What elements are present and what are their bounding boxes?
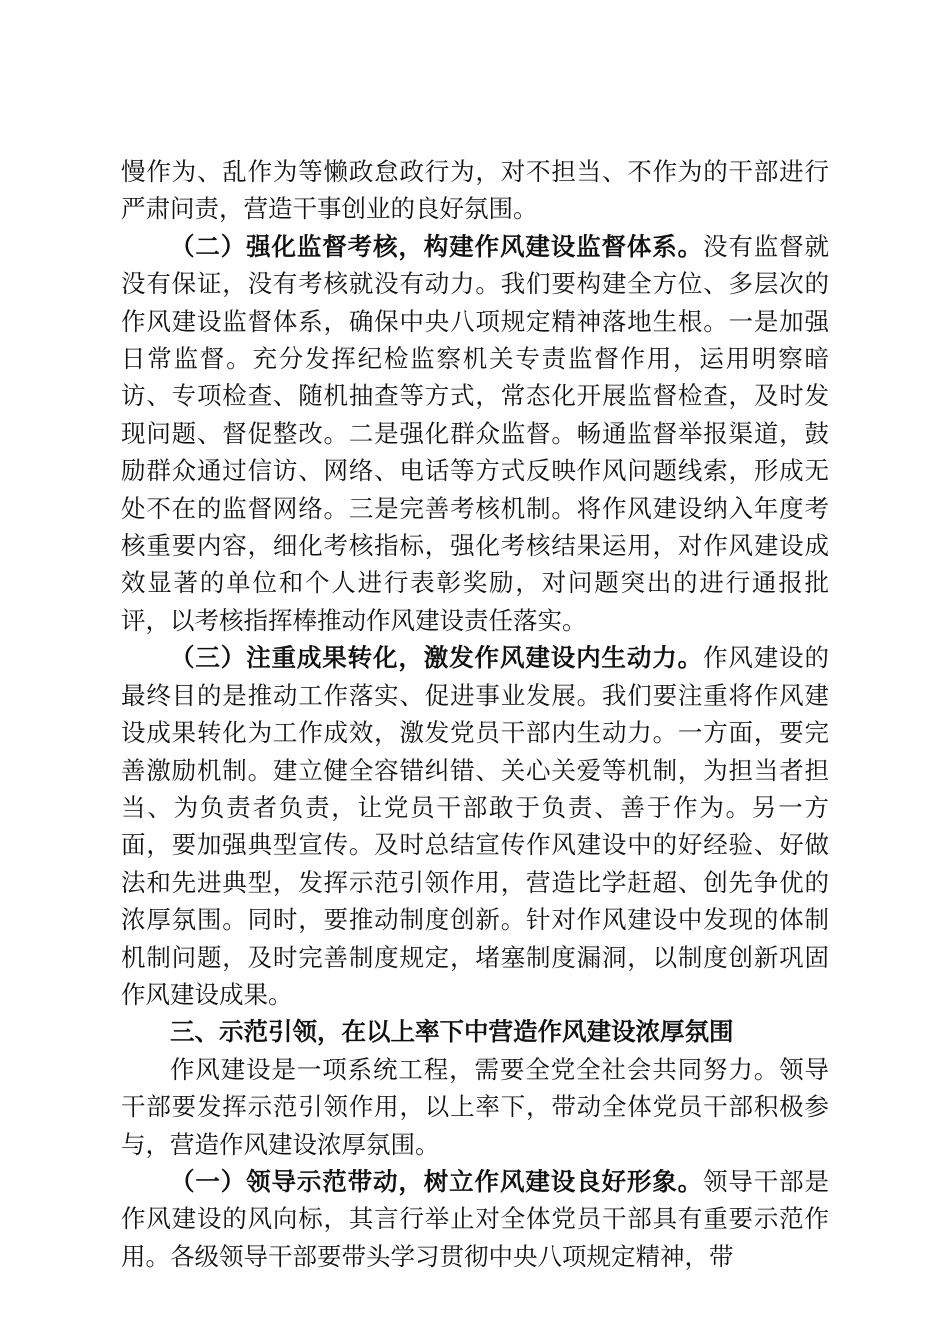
paragraph-text: 慢作为、乱作为等懒政怠政行为，对不担当、不作为的干部进行严肃问责，营造干事创业的良好氛围。 bbox=[121, 157, 829, 224]
subsection-heading-2: （二）强化监督考核，构建作风建设监督体系。 bbox=[170, 231, 703, 261]
paragraph-text: 领导干部是作风建设的风向标，其言行举止对全体党员干部具有重要示范作用。各级领导干部要带头学习贯彻中央八项规定精神，带 bbox=[121, 1166, 830, 1271]
subsection-heading-3: （三）注重成果转化，激发作风建设内生动力。 bbox=[170, 643, 703, 673]
paragraph-text: 作风建设是一项系统工程，需要全党全社会共同努力。领导干部要发挥示范引领作用，以上率下，带动全体党员干部积极参与，营造作风建设浓厚氛围。 bbox=[121, 1054, 829, 1159]
subsection-heading-1: （一）领导示范带动，树立作风建设良好形象。 bbox=[170, 1166, 703, 1196]
paragraph-text: 作风建设的最终目的是推动工作落实、促进事业发展。我们要注重将作风建设成果转化为工作成效，激发党员干部内生动力。一方面，要完善激励机制。建立健全容错纠错、关心关爱等机制，为担当者担当、为负责者负责，让党员干部敢于负责、善于作为。另一方面，要加强典型宣传。及时总结宣传作风建设中的好经验、好做法和先进典型，发挥示范引领作用，营造比学赶超、创先争优的浓厚氛围。同时，要推动制度创新。针对作风建设中发现的体制机制问题，及时完善制度规定，堵塞制度漏洞，以制度创新巩固作风建设成果。 bbox=[121, 643, 830, 1009]
paragraph-supervision bbox=[121, 228, 829, 639]
section-heading: 三、示范引领，在以上率下中营造作风建设浓厚氛围 bbox=[170, 1017, 734, 1047]
paragraph-section-intro bbox=[121, 1051, 829, 1163]
paragraph-leadership bbox=[121, 1163, 829, 1275]
paragraph-continuation bbox=[121, 153, 829, 228]
paragraph-text: 没有监督就没有保证，没有考核就没有动力。我们要构建全方位、多层次的作风建设监督体系，确保中央八项规定精神落地生根。一是加强日常监督。充分发挥纪检监察机关专责监督作用，运用明察暗访、专项检查、随机抽查等方式，常态化开展监督检查，及时发现问题、督促整改。二是强化群众监督。畅通监督举报渠道，鼓励群众通过信访、网络、电话等方式反映作风问题线索，形成无处不在的监督网络。三是完善考核机制。将作风建设纳入年度考核重要内容，细化考核指标，强化考核结果运用，对作风建设成效显著的单位和个人进行表彰奖励，对问题突出的进行通报批评，以考核指挥棒推动作风建设责任落实。 bbox=[121, 231, 830, 635]
document-body bbox=[121, 153, 829, 1275]
paragraph-results bbox=[121, 639, 829, 1013]
